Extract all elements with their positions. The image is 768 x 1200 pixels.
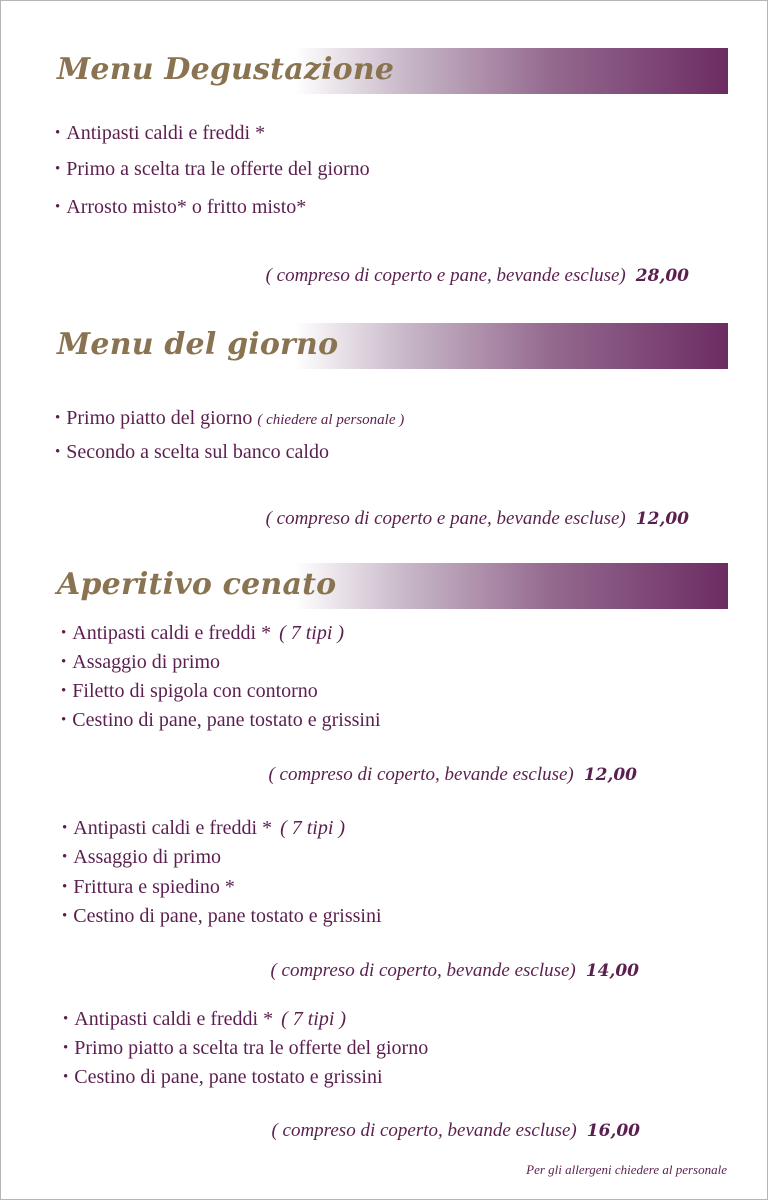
price-value: 14,00 xyxy=(585,961,639,981)
menu-item xyxy=(63,1007,346,1033)
menu-item xyxy=(61,621,344,647)
price-value: 12,00 xyxy=(583,765,637,785)
menu-item xyxy=(55,440,329,466)
item-text: Secondo a scelta sul banco caldo xyxy=(66,441,329,463)
item-text: Primo a scelta tra le offerte del giorno xyxy=(66,158,370,180)
price-condition: ( compreso di coperto, bevande escluse) xyxy=(270,960,576,981)
price-condition: ( compreso di coperto e pane, bevande escluse) xyxy=(265,265,626,286)
price-line xyxy=(268,763,637,787)
price-value: 16,00 xyxy=(586,1121,640,1141)
section-title: Aperitivo cenato xyxy=(57,567,337,602)
bullet-icon: • xyxy=(61,712,67,728)
item-text: Antipasti caldi e freddi * xyxy=(66,122,266,144)
price-value: 12,00 xyxy=(635,509,689,529)
bullet-icon: • xyxy=(63,1011,69,1027)
menu-item xyxy=(62,904,382,930)
bullet-icon: • xyxy=(61,683,67,699)
item-extra: ( 7 tipi ) xyxy=(281,1008,347,1030)
item-text: Cestino di pane, pane tostato e grissini xyxy=(74,1066,383,1088)
item-text: Primo piatto a scelta tra le offerte del giorno xyxy=(74,1037,429,1059)
menu-item xyxy=(55,121,265,147)
bullet-icon: • xyxy=(61,625,67,641)
bullet-icon: • xyxy=(55,444,61,460)
menu-item xyxy=(62,845,221,871)
section-title: Menu Degustazione xyxy=(57,52,395,87)
item-extra: ( 7 tipi ) xyxy=(280,817,346,839)
menu-item xyxy=(63,1036,428,1062)
menu-item xyxy=(55,157,370,183)
menu-item xyxy=(61,650,220,676)
menu-item xyxy=(63,1065,383,1091)
bullet-icon: • xyxy=(62,849,68,865)
section-header-degustazione xyxy=(51,48,728,94)
bullet-icon: • xyxy=(63,1040,69,1056)
item-text: Antipasti caldi e freddi * xyxy=(72,622,272,644)
price-line xyxy=(266,507,689,531)
item-text: Filetto di spigola con contorno xyxy=(72,680,318,702)
section-header-aperitivo xyxy=(51,563,728,609)
bullet-icon: • xyxy=(62,820,68,836)
bullet-icon: • xyxy=(55,125,61,141)
menu-item xyxy=(61,679,318,705)
price-condition: ( compreso di coperto, bevande escluse) xyxy=(268,764,574,785)
bullet-icon: • xyxy=(55,410,61,426)
item-extra: ( 7 tipi ) xyxy=(279,622,345,644)
bullet-icon: • xyxy=(62,879,68,895)
item-text: Assaggio di primo xyxy=(73,846,222,868)
item-text: Antipasti caldi e freddi * xyxy=(73,817,273,839)
bullet-icon: • xyxy=(61,654,67,670)
bullet-icon: • xyxy=(62,908,68,924)
menu-item xyxy=(62,816,345,842)
section-title: Menu del giorno xyxy=(57,327,339,362)
price-value: 28,00 xyxy=(635,266,689,286)
price-condition: ( compreso di coperto e pane, bevande escluse) xyxy=(265,508,626,529)
price-condition: ( compreso di coperto, bevande escluse) xyxy=(271,1120,577,1141)
menu-item xyxy=(55,406,404,432)
item-text: Cestino di pane, pane tostato e grissini xyxy=(72,709,381,731)
allergen-footer-note: Per gli allergeni chiedere al personale xyxy=(526,1162,727,1177)
price-line xyxy=(270,959,639,983)
bullet-icon: • xyxy=(63,1069,69,1085)
item-note: ( chiedere al personale ) xyxy=(257,412,405,428)
item-text: Cestino di pane, pane tostato e grissini xyxy=(73,905,382,927)
bullet-icon: • xyxy=(55,199,61,215)
item-text: Primo piatto del giorno xyxy=(66,407,253,429)
section-header-giorno xyxy=(51,323,728,369)
item-text: Antipasti caldi e freddi * xyxy=(74,1008,274,1030)
bullet-icon: • xyxy=(55,161,61,177)
item-text: Arrosto misto* o fritto misto* xyxy=(66,196,307,218)
price-line xyxy=(266,264,689,288)
item-text: Frittura e spiedino * xyxy=(73,876,235,898)
menu-item xyxy=(61,708,381,734)
price-line xyxy=(271,1119,640,1143)
item-text: Assaggio di primo xyxy=(72,651,221,673)
menu-item xyxy=(62,875,235,901)
menu-item xyxy=(55,195,306,221)
